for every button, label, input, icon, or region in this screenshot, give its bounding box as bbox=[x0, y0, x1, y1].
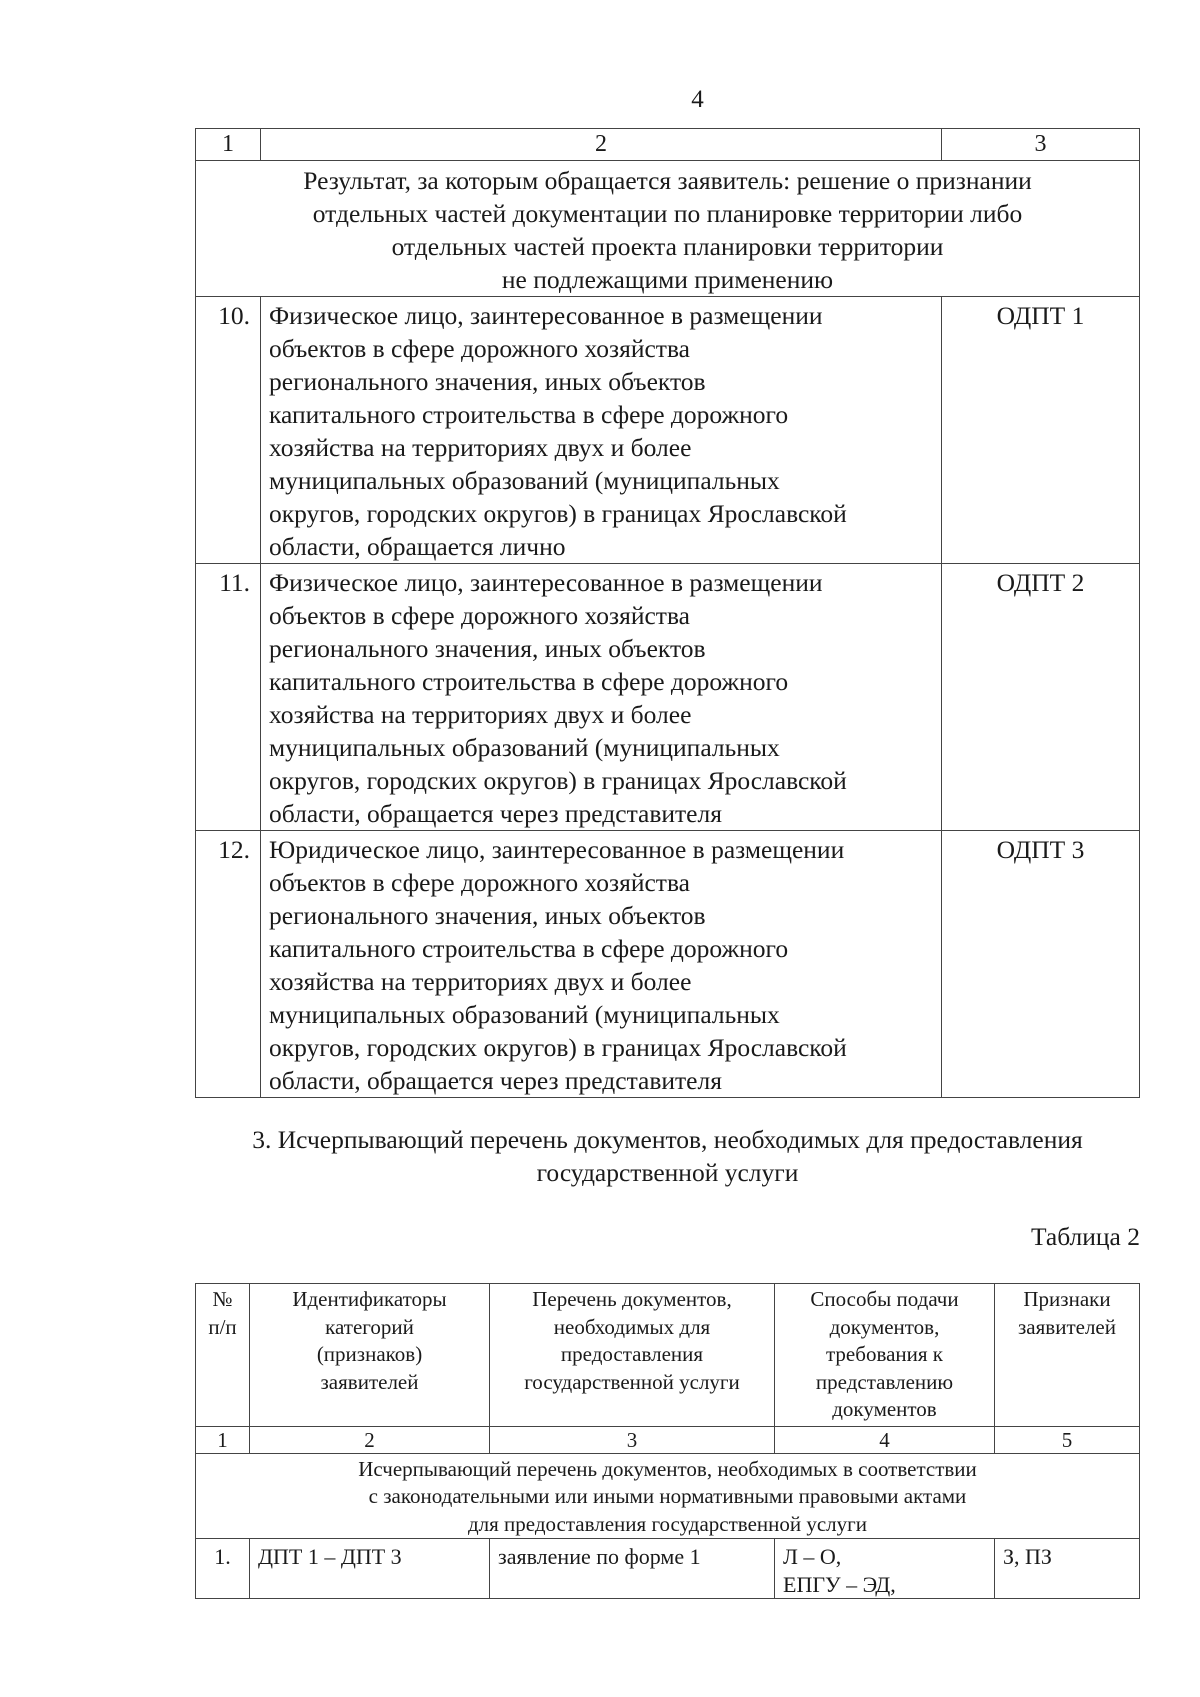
submission-methods bbox=[775, 1539, 995, 1599]
table-caption: Таблица 2 bbox=[1030, 1222, 1140, 1251]
header-cell bbox=[490, 1284, 775, 1427]
header-line: № bbox=[212, 1287, 233, 1311]
header-line: документов bbox=[832, 1397, 937, 1421]
row-number: 1. bbox=[196, 1539, 250, 1599]
header-line: заявителей bbox=[320, 1369, 419, 1394]
header-line: документов, bbox=[829, 1314, 940, 1339]
description-line: регионального значения, иных объектов bbox=[269, 367, 706, 396]
header-line: представлению bbox=[815, 1369, 954, 1394]
description-line: округов, городских округов) в границах Ярославской bbox=[269, 499, 847, 528]
method-line: Л – О, bbox=[783, 1544, 842, 1569]
result-line: отдельных частей документации по планировке территории либо bbox=[312, 199, 1023, 228]
description-line: Физическое лицо, заинтересованное в размещении bbox=[269, 301, 823, 330]
column-number: 2 bbox=[261, 129, 942, 161]
description-line: хозяйства на территориях двух и более bbox=[269, 433, 692, 462]
table-row bbox=[196, 1539, 1140, 1599]
description-line: хозяйства на территориях двух и более bbox=[269, 967, 692, 996]
result-line: Результат, за которым обращается заявитель: решение о признании bbox=[303, 166, 1032, 195]
category-code: ОДПТ 3 bbox=[942, 831, 1140, 1098]
row-number: 10. bbox=[196, 297, 261, 564]
description-line: муниципальных образований (муниципальных bbox=[269, 466, 780, 495]
header-line: Признаки bbox=[1023, 1287, 1111, 1311]
category-code: ОДПТ 2 bbox=[942, 564, 1140, 831]
applicant-signs: З, ПЗ bbox=[995, 1539, 1140, 1599]
table-row bbox=[196, 831, 1140, 1098]
column-number: 3 bbox=[490, 1426, 775, 1453]
page-number: 4 bbox=[691, 86, 704, 113]
column-number: 4 bbox=[775, 1426, 995, 1453]
category-code: ОДПТ 1 bbox=[942, 297, 1140, 564]
table-row bbox=[196, 564, 1140, 831]
column-number: 1 bbox=[196, 129, 261, 161]
header-cell bbox=[250, 1284, 490, 1427]
header-line: заявителей bbox=[1018, 1314, 1116, 1339]
description-line: регионального значения, иных объектов bbox=[269, 901, 706, 930]
table-row bbox=[196, 297, 1140, 564]
header-line: необходимых для bbox=[553, 1314, 711, 1339]
column-number: 5 bbox=[995, 1426, 1140, 1453]
column-number-row bbox=[196, 129, 1140, 161]
applicant-ids: ДПТ 1 – ДПТ 3 bbox=[250, 1539, 490, 1599]
category-description bbox=[261, 831, 942, 1098]
group-line: для предоставления государственной услуги bbox=[467, 1511, 868, 1536]
header-line: Перечень документов, bbox=[532, 1287, 732, 1311]
description-line: области, обращается лично bbox=[269, 532, 566, 561]
description-line: округов, городских округов) в границах Ярославской bbox=[269, 1033, 847, 1062]
description-line: хозяйства на территориях двух и более bbox=[269, 700, 692, 729]
column-number: 2 bbox=[250, 1426, 490, 1453]
header-cell bbox=[995, 1284, 1140, 1427]
description-line: области, обращается через представителя bbox=[269, 799, 722, 828]
description-line: регионального значения, иных объектов bbox=[269, 634, 706, 663]
section-title-line: 3. Исчерпывающий перечень документов, необходимых для предоставления bbox=[252, 1125, 1083, 1154]
row-number: 11. bbox=[196, 564, 261, 831]
result-row bbox=[196, 161, 1140, 297]
header-cell bbox=[775, 1284, 995, 1427]
section-title-line: государственной услуги bbox=[536, 1158, 799, 1187]
description-line: объектов в сфере дорожного хозяйства bbox=[269, 601, 690, 630]
header-line: Способы подачи bbox=[810, 1287, 959, 1311]
category-description bbox=[261, 297, 942, 564]
description-line: округов, городских округов) в границах Ярославской bbox=[269, 766, 847, 795]
description-line: Физическое лицо, заинтересованное в размещении bbox=[269, 568, 823, 597]
column-number: 3 bbox=[942, 129, 1140, 161]
documents-table bbox=[195, 1283, 1140, 1599]
description-line: капитального строительства в сфере дорожного bbox=[269, 400, 789, 429]
column-number-row bbox=[196, 1426, 1140, 1453]
result-cell bbox=[196, 161, 1140, 297]
document-name: заявление по форме 1 bbox=[490, 1539, 775, 1599]
section-title bbox=[195, 1123, 1140, 1189]
header-line: государственной услуги bbox=[524, 1369, 740, 1394]
header-line: предоставления bbox=[560, 1342, 704, 1366]
header-cell bbox=[196, 1284, 250, 1427]
header-line: требования к bbox=[826, 1342, 943, 1366]
description-line: области, обращается через представителя bbox=[269, 1066, 722, 1095]
description-line: объектов в сфере дорожного хозяйства bbox=[269, 334, 690, 363]
group-line: Исчерпывающий перечень документов, необходимых в соответствии bbox=[358, 1456, 977, 1481]
header-row bbox=[196, 1284, 1140, 1427]
description-line: Юридическое лицо, заинтересованное в размещении bbox=[269, 835, 845, 864]
description-line: капитального строительства в сфере дорожного bbox=[269, 667, 789, 696]
description-line: объектов в сфере дорожного хозяйства bbox=[269, 868, 690, 897]
applicant-categories-table bbox=[195, 128, 1140, 1098]
result-line: отдельных частей проекта планировки территории bbox=[391, 232, 944, 261]
row-number: 12. bbox=[196, 831, 261, 1098]
group-cell bbox=[196, 1453, 1140, 1539]
header-line: п/п bbox=[208, 1314, 237, 1339]
result-line: не подлежащими применению bbox=[501, 265, 834, 294]
description-line: муниципальных образований (муниципальных bbox=[269, 1000, 780, 1029]
description-line: капитального строительства в сфере дорожного bbox=[269, 934, 789, 963]
header-line: Идентификаторы bbox=[292, 1287, 447, 1311]
group-line: с законодательными или иными нормативными правовыми актами bbox=[368, 1484, 967, 1508]
category-description bbox=[261, 564, 942, 831]
method-line: ЕПГУ – ЭД, bbox=[783, 1571, 896, 1597]
header-line: (признаков) bbox=[316, 1342, 423, 1366]
header-line: категорий bbox=[325, 1314, 414, 1339]
group-row bbox=[196, 1453, 1140, 1539]
description-line: муниципальных образований (муниципальных bbox=[269, 733, 780, 762]
column-number: 1 bbox=[196, 1426, 250, 1453]
